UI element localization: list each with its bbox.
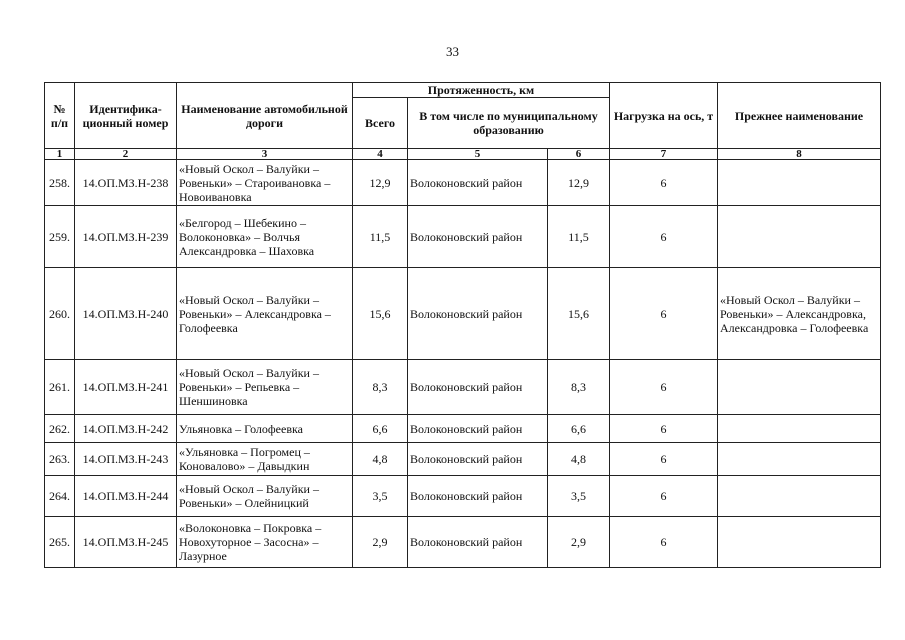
axle-load: 6 [610,517,718,568]
road-id: 14.ОП.МЗ.Н-243 [75,443,177,476]
previous-name [718,160,881,206]
row-number: 265. [45,517,75,568]
district-name: Волоконовский район [408,517,548,568]
district-length: 3,5 [548,476,610,517]
header-total: Всего [353,98,408,149]
column-number: 6 [548,149,610,160]
district-name: Волоконовский район [408,160,548,206]
length-total: 11,5 [353,206,408,268]
length-total: 4,8 [353,443,408,476]
row-number: 259. [45,206,75,268]
axle-load: 6 [610,360,718,415]
road-id: 14.ОП.МЗ.Н-244 [75,476,177,517]
district-name: Волоконовский район [408,476,548,517]
header-previous-name: Прежнее наименование [718,83,881,149]
table-row [45,476,881,517]
table-row [45,160,881,206]
district-name: Волоконовский район [408,268,548,360]
header-load: Нагрузка на ось, т [610,83,718,149]
page-number: 33 [446,44,459,59]
length-total: 15,6 [353,268,408,360]
district-length: 11,5 [548,206,610,268]
column-number: 3 [177,149,353,160]
row-number: 264. [45,476,75,517]
previous-name [718,360,881,415]
row-number: 261. [45,360,75,415]
length-total: 8,3 [353,360,408,415]
district-name: Волоконовский район [408,360,548,415]
table-row [45,206,881,268]
district-length: 15,6 [548,268,610,360]
column-number-row [45,149,881,160]
road-name: «Новый Оскол – Валуйки – Ровеньки» – Староивановка – Новоивановка [177,160,353,206]
district-length: 2,9 [548,517,610,568]
road-id: 14.ОП.МЗ.Н-240 [75,268,177,360]
axle-load: 6 [610,268,718,360]
table-body [45,160,881,568]
table-row [45,268,881,360]
header-in-municipal: В том числе по муниципальному образованию [408,98,610,149]
axle-load: 6 [610,476,718,517]
district-length: 8,3 [548,360,610,415]
road-name: «Новый Оскол – Валуйки – Ровеньки» – Александровка – Голофеевка [177,268,353,360]
length-total: 2,9 [353,517,408,568]
column-number: 8 [718,149,881,160]
previous-name [718,517,881,568]
road-id: 14.ОП.МЗ.Н-241 [75,360,177,415]
table-row [45,443,881,476]
road-name: «Новый Оскол – Валуйки – Ровеньки» – Олейницкий [177,476,353,517]
axle-load: 6 [610,415,718,443]
district-name: Волоконовский район [408,443,548,476]
road-name: «Новый Оскол – Валуйки – Ровеньки» – Репьевка – Шеншиновка [177,360,353,415]
previous-name [718,415,881,443]
length-total: 12,9 [353,160,408,206]
table-row [45,415,881,443]
row-number: 263. [45,443,75,476]
previous-name [718,206,881,268]
road-id: 14.ОП.МЗ.Н-239 [75,206,177,268]
road-name: Ульяновка – Голофеевка [177,415,353,443]
axle-load: 6 [610,206,718,268]
column-number: 1 [45,149,75,160]
road-id: 14.ОП.МЗ.Н-245 [75,517,177,568]
column-number: 7 [610,149,718,160]
length-total: 6,6 [353,415,408,443]
district-name: Волоконовский район [408,206,548,268]
road-id: 14.ОП.МЗ.Н-242 [75,415,177,443]
road-name: «Ульяновка – Погромец – Коновалово» – Давыдкин [177,443,353,476]
column-number: 5 [408,149,548,160]
length-total: 3,5 [353,476,408,517]
header-id: Идентифика-ционный номер [75,83,177,149]
header-num: № п/п [45,83,75,149]
road-name: «Волоконовка – Покровка – Новохуторное – Засосна» – Лазурное [177,517,353,568]
row-number: 260. [45,268,75,360]
previous-name: «Новый Оскол – Валуйки – Ровеньки» – Александровка, Александровка – Голофеевка [718,268,881,360]
district-name: Волоконовский район [408,415,548,443]
axle-load: 6 [610,443,718,476]
table-row [45,517,881,568]
roads-table [44,82,881,568]
row-number: 262. [45,415,75,443]
road-name: «Белгород – Шебекино – Волоконовка» – Волчья Александровка – Шаховка [177,206,353,268]
table-row [45,360,881,415]
header-length-group: Протяженность, км [353,83,610,98]
row-number: 258. [45,160,75,206]
road-id: 14.ОП.МЗ.Н-238 [75,160,177,206]
previous-name [718,443,881,476]
column-number: 4 [353,149,408,160]
district-length: 6,6 [548,415,610,443]
district-length: 12,9 [548,160,610,206]
district-length: 4,8 [548,443,610,476]
header-name: Наименование автомобильной дороги [177,83,353,149]
column-number: 2 [75,149,177,160]
previous-name [718,476,881,517]
axle-load: 6 [610,160,718,206]
